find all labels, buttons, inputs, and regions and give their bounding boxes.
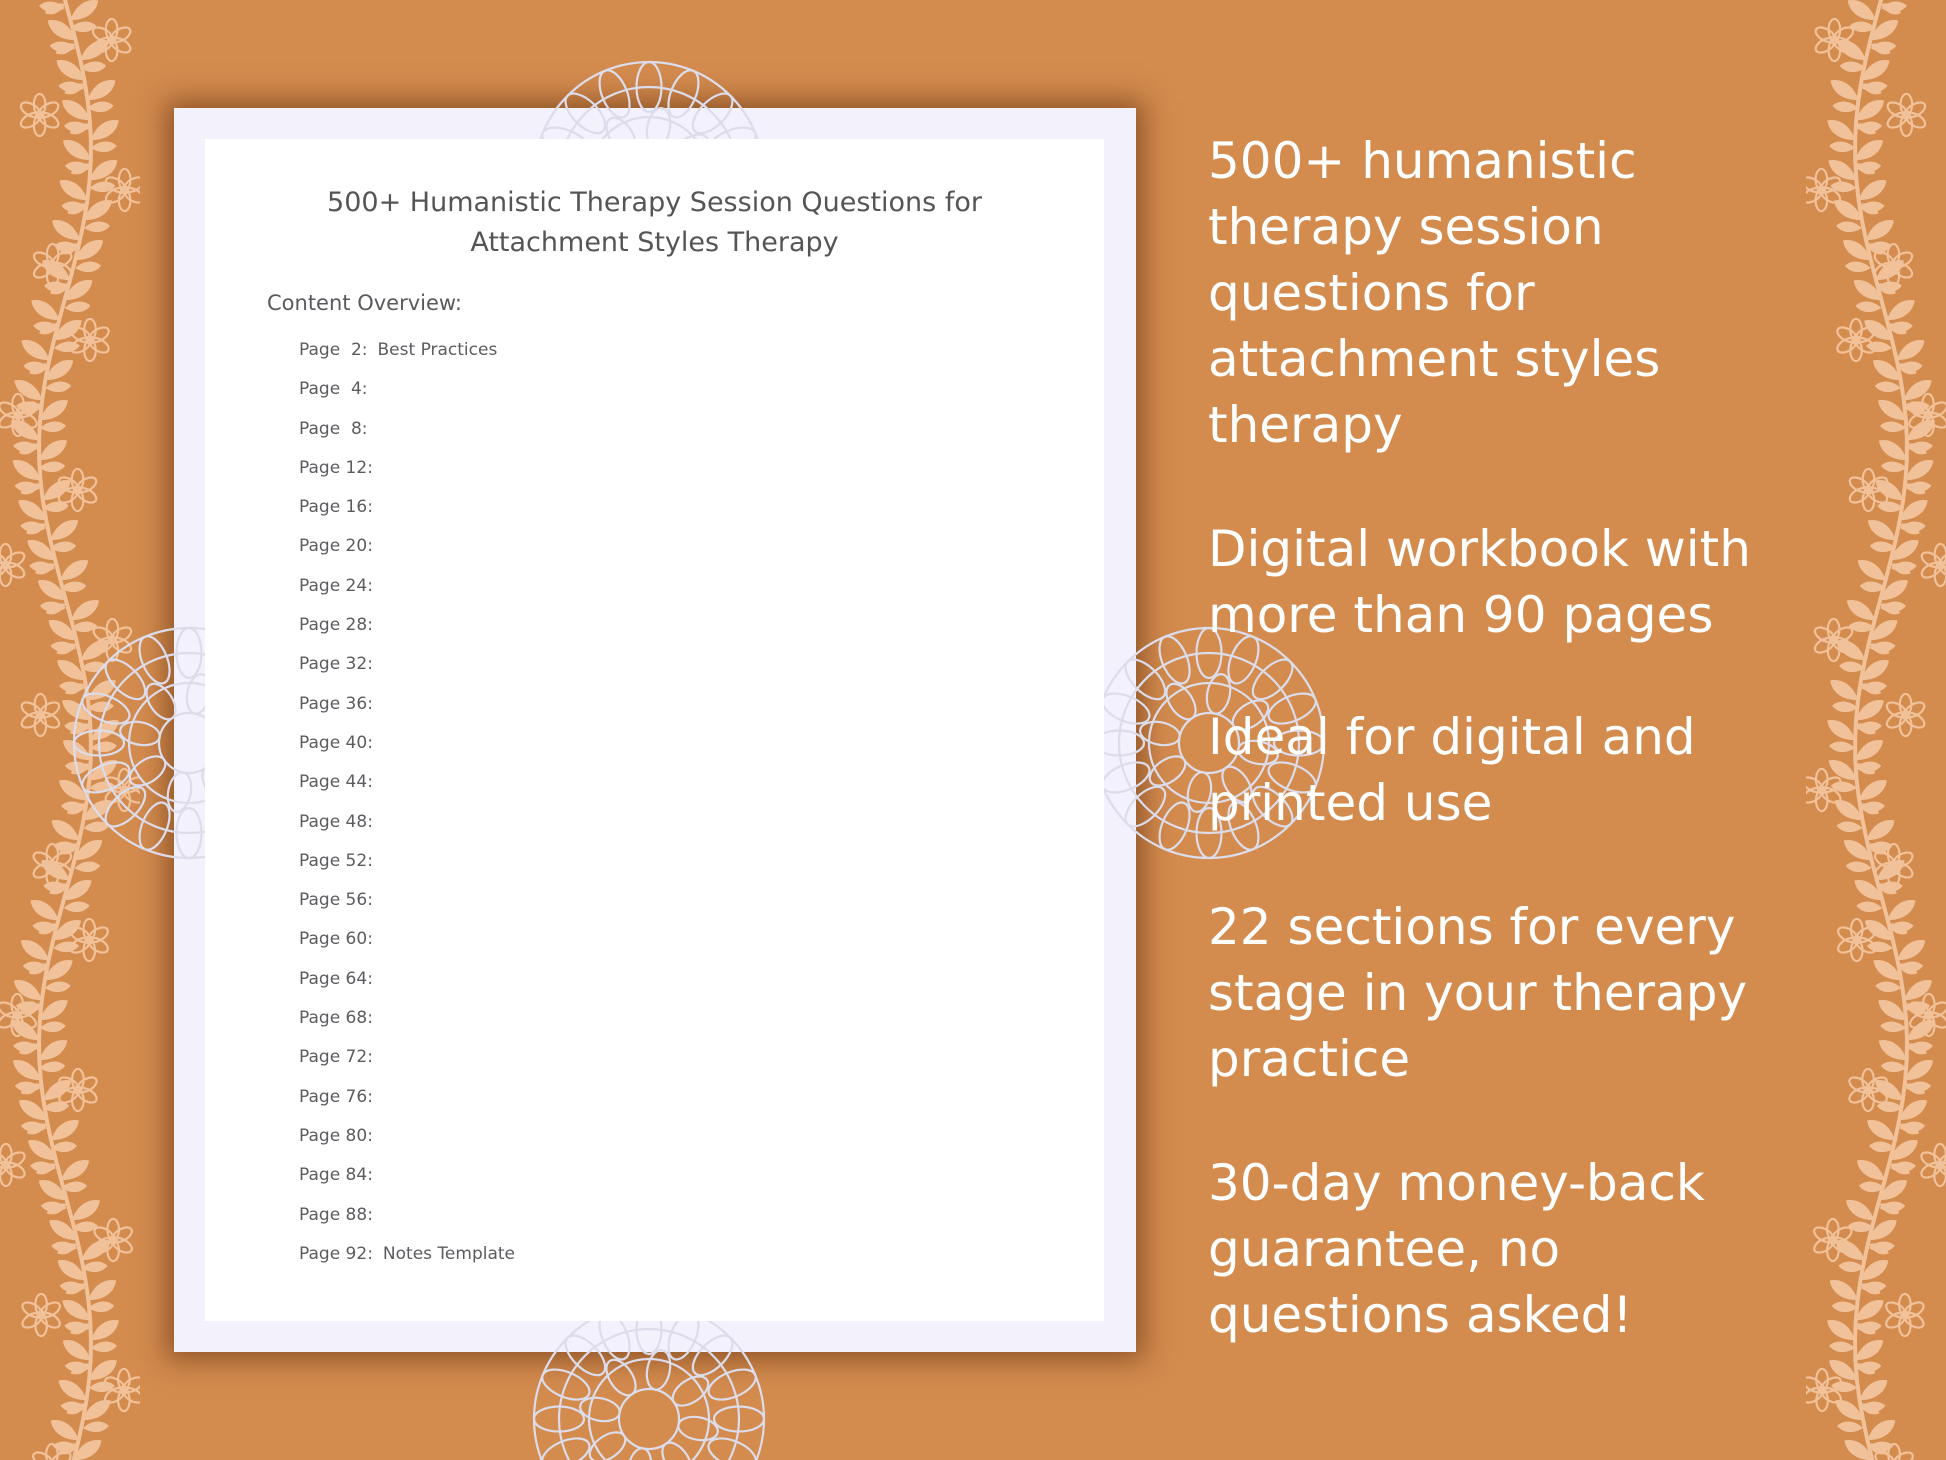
feature-item bbox=[1208, 1150, 1908, 1348]
toc-item bbox=[299, 850, 515, 889]
feature-line: practice bbox=[1208, 1030, 1411, 1088]
toc-item bbox=[299, 811, 515, 850]
toc-page-number: Page 68: bbox=[299, 1008, 373, 1029]
toc-page-number: Page 4: bbox=[299, 379, 368, 400]
feature-line: 30-day money-back bbox=[1208, 1154, 1705, 1212]
toc-item bbox=[299, 1243, 515, 1282]
feature-line: 22 sections for every bbox=[1208, 898, 1736, 956]
feature-item bbox=[1208, 516, 1908, 648]
feature-item bbox=[1208, 128, 1908, 458]
toc-item bbox=[299, 496, 515, 535]
toc-topic: Best Practices bbox=[377, 340, 498, 360]
document-preview bbox=[174, 108, 1136, 1352]
toc-item bbox=[299, 889, 515, 928]
toc-page-number: Page 88: bbox=[299, 1204, 373, 1225]
toc-page-number: Page 12: bbox=[299, 457, 373, 478]
toc-item bbox=[299, 575, 515, 614]
document-title bbox=[205, 183, 1104, 263]
toc-page-number: Page 2: bbox=[299, 340, 368, 360]
toc-page-number: Page 92: bbox=[299, 1243, 373, 1264]
toc-page-number: Page 20: bbox=[299, 536, 373, 557]
toc-item bbox=[299, 1046, 515, 1085]
toc-page-number: Page 28: bbox=[299, 615, 373, 636]
toc-item bbox=[299, 1007, 515, 1046]
toc-topic: Notes Template bbox=[382, 1243, 515, 1264]
feature-line: stage in your therapy bbox=[1208, 964, 1748, 1022]
toc-item bbox=[299, 1164, 515, 1203]
toc-page-number: Page 32: bbox=[299, 654, 373, 675]
toc-item bbox=[299, 1086, 515, 1125]
toc-item bbox=[299, 1204, 515, 1243]
feature-line: questions asked! bbox=[1208, 1286, 1633, 1344]
toc-page-number: Page 64: bbox=[299, 968, 373, 989]
toc-item bbox=[299, 653, 515, 692]
toc-page-number: Page 84: bbox=[299, 1165, 373, 1186]
feature-line: more than 90 pages bbox=[1208, 586, 1714, 644]
content-overview-label: Content Overview: bbox=[267, 291, 462, 315]
toc-page-number: Page 48: bbox=[299, 811, 373, 832]
document-title-line-2: Attachment Styles Therapy bbox=[470, 227, 839, 258]
toc-item bbox=[299, 457, 515, 496]
toc-page-number: Page 40: bbox=[299, 732, 373, 753]
toc-page-number: Page 16: bbox=[299, 497, 373, 518]
toc-page-number: Page 80: bbox=[299, 1125, 373, 1146]
toc-page-number: Page 72: bbox=[299, 1047, 373, 1068]
toc-page-number: Page 76: bbox=[299, 1086, 373, 1107]
toc-item bbox=[299, 614, 515, 653]
toc-item bbox=[299, 339, 515, 378]
toc-page-number: Page 44: bbox=[299, 772, 373, 793]
feature-line: therapy bbox=[1208, 396, 1403, 454]
toc-page-number: Page 52: bbox=[299, 850, 373, 871]
feature-line: 500+ humanistic bbox=[1208, 132, 1637, 190]
toc-item bbox=[299, 771, 515, 810]
toc-page-number: Page 24: bbox=[299, 575, 373, 596]
feature-line: questions for bbox=[1208, 264, 1535, 322]
toc-item bbox=[299, 535, 515, 574]
feature-line: Digital workbook with bbox=[1208, 520, 1751, 578]
table-of-contents bbox=[299, 339, 515, 1282]
toc-item bbox=[299, 693, 515, 732]
document-title-line-1: 500+ Humanistic Therapy Session Questions for bbox=[327, 187, 982, 218]
toc-page-number: Page 56: bbox=[299, 890, 373, 911]
toc-item bbox=[299, 928, 515, 967]
toc-item bbox=[299, 418, 515, 457]
feature-line: guarantee, no bbox=[1208, 1220, 1561, 1278]
feature-list bbox=[1208, 128, 1908, 1406]
toc-page-number: Page 60: bbox=[299, 929, 373, 950]
feature-item bbox=[1208, 704, 1908, 836]
toc-item bbox=[299, 1125, 515, 1164]
toc-item bbox=[299, 378, 515, 417]
feature-item bbox=[1208, 894, 1908, 1092]
feature-line: Ideal for digital and bbox=[1208, 708, 1696, 766]
toc-page-number: Page 36: bbox=[299, 693, 373, 714]
feature-line: attachment styles bbox=[1208, 330, 1661, 388]
toc-item bbox=[299, 968, 515, 1007]
feature-line: printed use bbox=[1208, 774, 1493, 832]
toc-page-number: Page 8: bbox=[299, 418, 368, 439]
feature-line: therapy session bbox=[1208, 198, 1604, 256]
toc-item bbox=[299, 732, 515, 771]
document-page bbox=[205, 139, 1104, 1321]
